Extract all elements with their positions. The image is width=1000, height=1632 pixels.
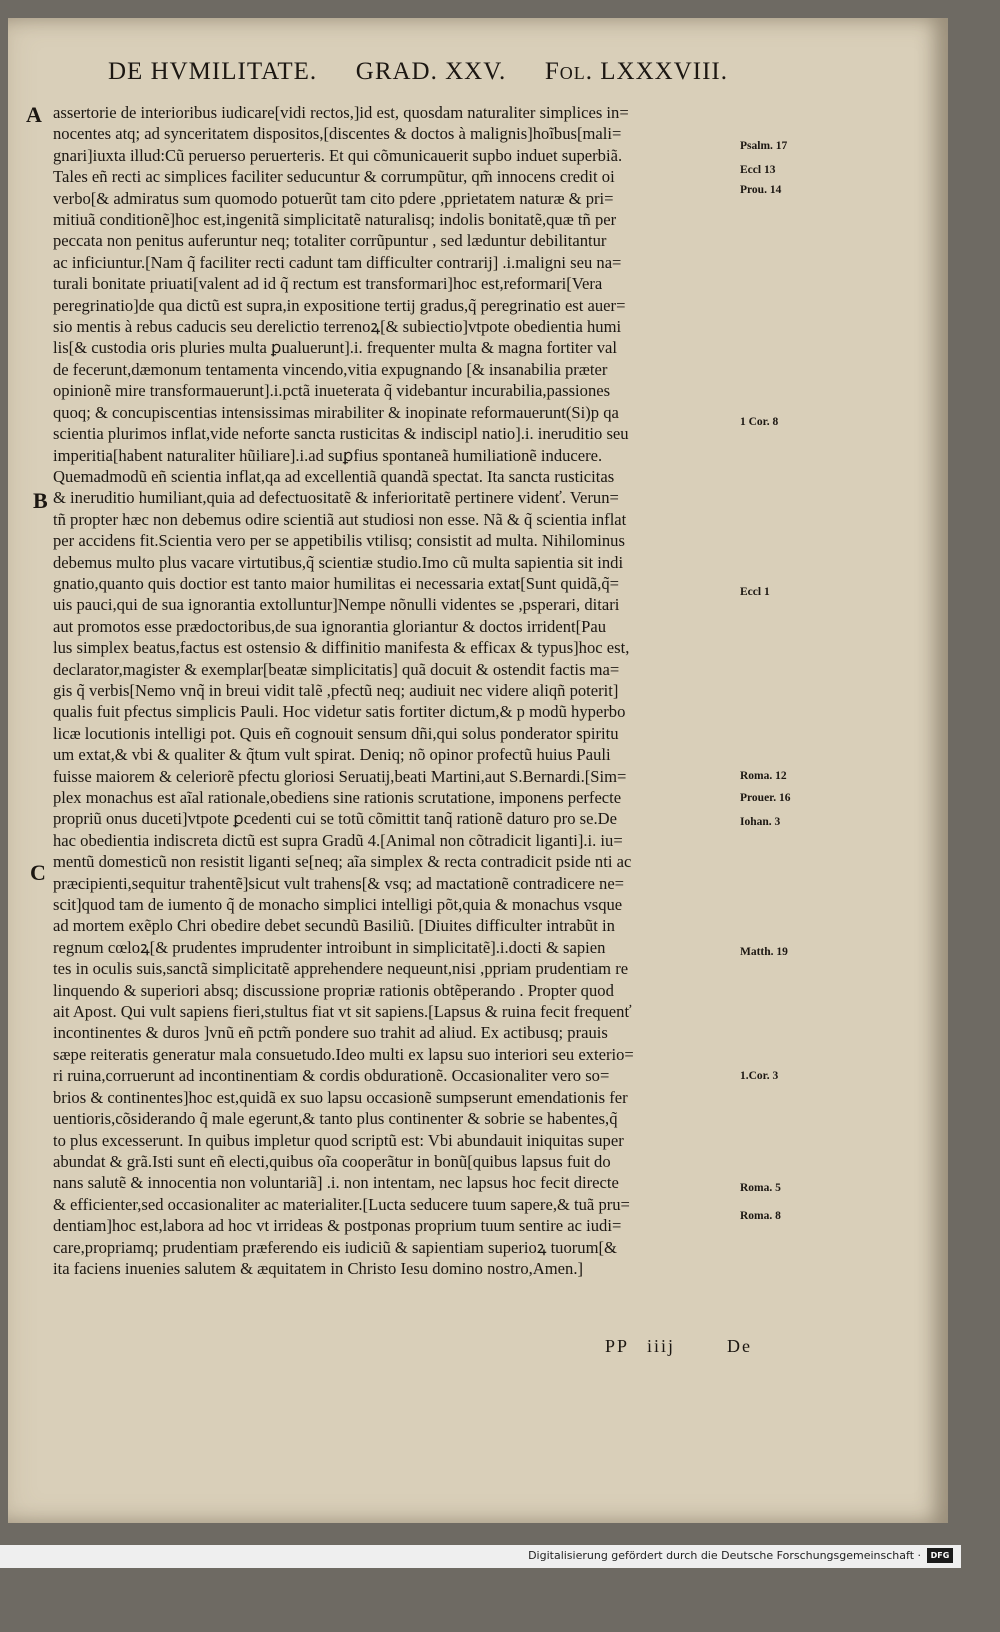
- text-line: qualis fuit pfectus simplicis Pauli. Hoc videtur satis fortiter dictum,& p modũ hyperbo: [53, 702, 626, 722]
- text-line: aut promotos esse prædoctoribus,de sua ignorantia gloriantur & doctos irrident[Pau: [53, 616, 607, 636]
- text-line: opinionẽ mire transformauerunt].i.pctã inueterata q̃ videbantur incurabilia,passiones: [53, 381, 611, 401]
- signature-mark: PP: [605, 1336, 630, 1356]
- text-line: care,propriamq; prudentiam præferendo eis iudiciũ & sapientiam superioꝝ tuorum[&: [53, 1237, 617, 1257]
- text-line: tes in oculis suis,sanctã simplicitatẽ apprehendere nequeunt,nisi ,ppriam prudentiam re: [53, 959, 629, 979]
- text-line: um extat,& vbi & qualiter & q̃tum vult spirat. Deniq; nõ opinor profectũ huius Pauli: [53, 745, 611, 765]
- text-line: gis q̃ verbis[Nemo vnq̃ in breui vidit talẽ ,pfectũ neq; audiuit nec videre aliqñ poterit]: [53, 680, 619, 700]
- text-line: gnari]iuxta illud:Cũ peruerso peruerteris. Et qui cõmunicauerit supbo induet superbiã.: [53, 145, 623, 165]
- text-line: turali bonitate priuati[valent ad id q̃ rectum est transformari]hoc est,reformari[Vera: [53, 274, 603, 294]
- text-line: quoq; & concupiscentias intensissimas mirabiliter & inopinate reformauerunt(Si)p qa: [53, 402, 619, 422]
- text-line: fuisse maiorem & celeriorẽ pfectu gloriosi Seruatij,beati Martini,aut S.Bernardi.[Sim=: [53, 766, 627, 786]
- text-line: dentiam]hoc est,labora ad hoc vt irrideas & postponas proprium tuum sentire ac iudi=: [53, 1216, 622, 1236]
- text-line: ad mortem exẽplo Chri obedire debet secundũ Basiliũ. [Diuites difficulter intrabũt in: [53, 916, 615, 936]
- digitization-footer: [0, 1545, 961, 1568]
- text-line: sæpe reiteratis generatur mala consuetudo.Ideo multi ex lapsu suo interiori seu exterio=: [53, 1044, 634, 1064]
- text-line: mentũ domesticũ non resistit liganti se[neq; aĩa simplex & recta contradicit pside nti ac: [53, 852, 632, 872]
- text-line: gnatio,quanto quis doctior est tanto maior humilitas ei necessaria extat[Sunt quidã,q̃=: [53, 573, 620, 593]
- text-line: Tales eñ recti ac simplices faciliter seducuntur & corrumpũtur, qm̃ innocens credit oi: [53, 167, 615, 187]
- text-line: per accidens fit.Scientia vero per se appetibilis vtilisq; consistit ad multa. Nihilominus: [53, 531, 625, 551]
- text-line: nocentes atq; ad synceritatem dispositos,[discentes & doctos à malignis]hoĩbus[mali=: [53, 124, 622, 144]
- text-line: plex monachus est aĩal rationale,obediens sine rationis scrutatione, imponens perfecte: [53, 788, 622, 807]
- text-line: incontinentes & duros ]vnũ eñ pctm̃ pondere suo trahit ad aliud. Ex actibusq; prauis: [53, 1023, 608, 1043]
- text-line: uis pauci,qui de sua ignorantia extolluntur]Nempe nõnulli videntes se ,psperari, ditari: [53, 595, 620, 615]
- text-line: de fecerunt,dæmonum tentamenta vincendo,vitia expugnando [& insanabilia præter: [53, 359, 608, 379]
- dfg-logo: DFG: [927, 1548, 953, 1563]
- signature-number: iiij: [647, 1336, 676, 1356]
- margin-note: Iohan. 3: [740, 816, 781, 828]
- margin-note: Roma. 5: [740, 1182, 781, 1194]
- text-line: mitiuã conditionẽ]hoc est,ingenitã simplicitatẽ naturalisq; indolis bonitatẽ,quæ tñ per: [53, 210, 617, 230]
- text-line: scientia plurimos inflat,vide neforte sancta rusticitas & indiscipl natio].i. ineruditio seu: [53, 424, 629, 444]
- text-line: debemus multo plus vacare virtutibus,q̃ scientiæ studio.Imo cũ multa sapientia sit indi: [53, 552, 624, 572]
- text-line: ac inficiuntur.[Nam q̃ faciliter recti cadunt tam difficulter contrarij] .i.maligni seu na=: [53, 252, 622, 272]
- text-line: verbo[& admiratus sum quomodo potuerũt tam cito pdere ,pprietatem naturæ & pri=: [53, 188, 614, 208]
- text-line: linquendo & superiori absq; discussione propriæ rationis obtẽperando . Propter quod: [53, 980, 614, 1000]
- margin-note: Eccl 13: [740, 164, 776, 176]
- margin-note: Psalm. 17: [740, 140, 788, 152]
- margin-note: Matth. 19: [740, 946, 788, 958]
- header-grade: GRAD. XXV.: [355, 58, 507, 85]
- header-folio: Fol. LXXXVIII.: [544, 58, 728, 85]
- margin-note: 1 Cor. 8: [740, 416, 779, 428]
- text-line: sio mentis à rebus caducis seu derelictio terrenoꝝ[& subiectio]vtpote obedientia humi: [53, 317, 622, 337]
- text-line: scit]quod tam de iumento q̃ de monacho simplici intelligi põt,quia & monachus vsque: [53, 895, 623, 915]
- text-line: præcipienti,sequitur trahentẽ]sicut vult trahens[& vsq; ad mactationẽ contradicere ne=: [53, 873, 625, 893]
- margin-note: 1.Cor. 3: [740, 1070, 779, 1082]
- text-line: declarator,magister & exemplar[beatæ simplicitatis] quã docuit & ostendit factis ma=: [53, 659, 620, 679]
- text-line: ita faciens inuenies salutem & æquitatem in Christo Iesu domino nostro,Amen.]: [53, 1258, 583, 1278]
- text-line: tñ propter hæc non debemus odire scientiã aut studiosi non esse. Nã & q̃ scientia inflat: [53, 509, 627, 529]
- text-line: Quemadmodũ eñ scientia inflat,qa ad excellentiã quandã spectat. Ita sancta rusticitas: [53, 466, 615, 486]
- margin-note: Roma. 8: [740, 1210, 781, 1222]
- text-line: ait Apost. Qui vult sapiens fieri,stultus fiat vt sit sapiens.[Lapsus & ruina fecit frequenť: [53, 1002, 632, 1022]
- text-line: & efficienter,sed occasionaliter ac materialiter.[Lucta seducere tuum sapere,& tuã pru=: [53, 1194, 630, 1214]
- text-line: licæ locutionis intelligi pot. Quis eñ cognouit sensum dñi,qui solus ponderator spiritu: [53, 723, 619, 743]
- section-marker-a: A: [26, 102, 42, 127]
- text-line: assertorie de interioribus iudicare[vidi rectos,]id est, quosdam naturaliter simplices in=: [53, 103, 629, 122]
- margin-note: Eccl 1: [740, 586, 770, 598]
- text-line: brios & continentes]hoc est,quidã ex suo lapsu occasionẽ sumpserunt emendationis fer: [53, 1087, 628, 1107]
- text-line: peregrinatio]de qua dictũ est supra,in expositione tertij gradus,q̃ peregrinatio est auer=: [53, 295, 626, 315]
- margin-note: Prou. 14: [740, 184, 782, 196]
- header-title: DE HVMILITATE.: [108, 58, 318, 85]
- text-line: lus simplex beatus,factus est ostensio & diffinitio manifesta & efficax & typus]hoc est,: [53, 638, 630, 658]
- text-line: lis[& custodia oris pluries multa ꝑualuerunt].i. frequenter multa & magna fortiter val: [53, 338, 617, 358]
- footer-credit: Digitalisierung gefördert durch die Deutsche Forschungsgemeinschaft ·: [528, 1549, 921, 1562]
- text-line: to plus excesserunt. In quibus impletur quod scriptũ est: Vbi abundauit iniquitas super: [53, 1130, 624, 1150]
- margin-note: Roma. 12: [740, 770, 787, 782]
- text-line: propriũ onus duceti]vtpote ꝑcedenti cui se totũ cõmittit tanq̃ rationẽ daturo pro se.De: [53, 809, 617, 829]
- book-page: [8, 18, 948, 1523]
- text-line: abundat & grã.Isti sunt eñ electi,quibus oĩa cooperãtur in bonũ[quibus lapsus fuit do: [53, 1151, 611, 1171]
- text-line: uentioris,cõsiderando q̃ male egerunt,& tanto plus continenter & sobrie se habentes,q̃: [53, 1109, 618, 1129]
- section-marker-b: B: [33, 488, 48, 513]
- section-marker-c: C: [30, 860, 46, 885]
- text-line: hac obedientia indiscreta dictũ est supra Gradũ 4.[Animal non cõtradicit liganti].i. iu=: [53, 830, 623, 850]
- text-line: nans salutẽ & innocentia non voluntariã] .i. non intentam, nec lapsus hoc fecit directe: [53, 1173, 619, 1193]
- text-line: & ineruditio humiliant,quia ad defectuositatẽ & inferioritatẽ pertinere videnť. Verun=: [53, 488, 619, 508]
- main-text-block: [53, 102, 743, 1279]
- text-line: imperitia[habent naturaliter hũiliare].i.ad suꝑfius spontaneã humiliationẽ inducere.: [53, 445, 603, 465]
- text-line: ri ruina,corruerunt ad incontinentiam & cordis obdurationẽ. Occasionaliter vero so=: [53, 1066, 610, 1086]
- text-line: peccata non penitus auferuntur neq; totaliter corrũpuntur , sed læduntur debilitantur: [53, 231, 607, 251]
- text-line: regnum cœloꝝ[& prudentes imprudenter introibunt in simplicitatẽ].i.docti & sapien: [53, 937, 606, 957]
- margin-note: Prouer. 16: [740, 792, 791, 804]
- page-signature: [605, 1336, 755, 1357]
- catchword: De: [727, 1336, 753, 1356]
- running-header: [108, 58, 728, 86]
